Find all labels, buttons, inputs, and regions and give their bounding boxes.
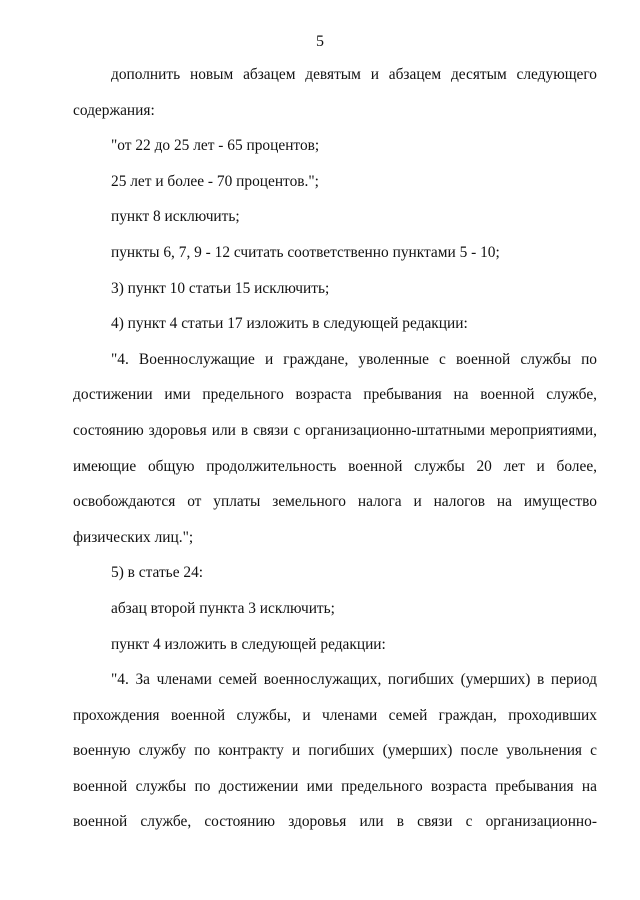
document-body: [73, 57, 597, 840]
text-line: 4) пункт 4 статьи 17 изложить в следующей редакции:: [111, 315, 468, 333]
text-line: пункт 8 исключить;: [111, 208, 240, 226]
text-line: состоянию здоровья или в связи с организационно-штатными мероприятиями,: [73, 421, 597, 439]
text-line: дополнить новым абзацем девятым и абзацем десятым следующего: [111, 66, 597, 83]
text-line: достижении ими предельного возраста пребывания на военной службе,: [73, 386, 597, 404]
text-line: военной службы по достижении ими предельного возраста пребывания на: [73, 777, 597, 795]
text-line: физических лиц.";: [73, 528, 194, 546]
text-line: 3) пункт 10 статьи 15 исключить;: [111, 279, 330, 297]
text-line: "4. Военнослужащие и граждане, уволенные с военной службы по: [111, 350, 597, 368]
text-line: 25 лет и более - 70 процентов.";: [111, 172, 319, 190]
text-line: освобождаются от уплаты земельного налога и налогов на имущество: [73, 493, 597, 511]
text-line: 5) в статье 24:: [111, 564, 204, 582]
text-line: имеющие общую продолжительность военной службы 20 лет и более,: [73, 457, 597, 475]
text-line: "4. За членами семей военнослужащих, погибших (умерших) в период: [111, 671, 597, 689]
text-line: военной службе, состоянию здоровья или в связи с организационно-: [73, 813, 597, 831]
page-number: 5: [316, 33, 324, 50]
text-line: пункт 4 изложить в следующей редакции:: [111, 635, 386, 653]
text-line: прохождения военной службы, и членами семей граждан, проходивших: [73, 706, 597, 724]
text-line: "от 22 до 25 лет - 65 процентов;: [111, 137, 320, 155]
text-line: пункты 6, 7, 9 - 12 считать соответственно пунктами 5 - 10;: [111, 243, 500, 261]
text-line: содержания:: [73, 101, 155, 119]
text-line: абзац второй пункта 3 исключить;: [111, 599, 335, 617]
text-line: военную службу по контракту и погибших (умерших) после увольнения с: [73, 742, 597, 760]
